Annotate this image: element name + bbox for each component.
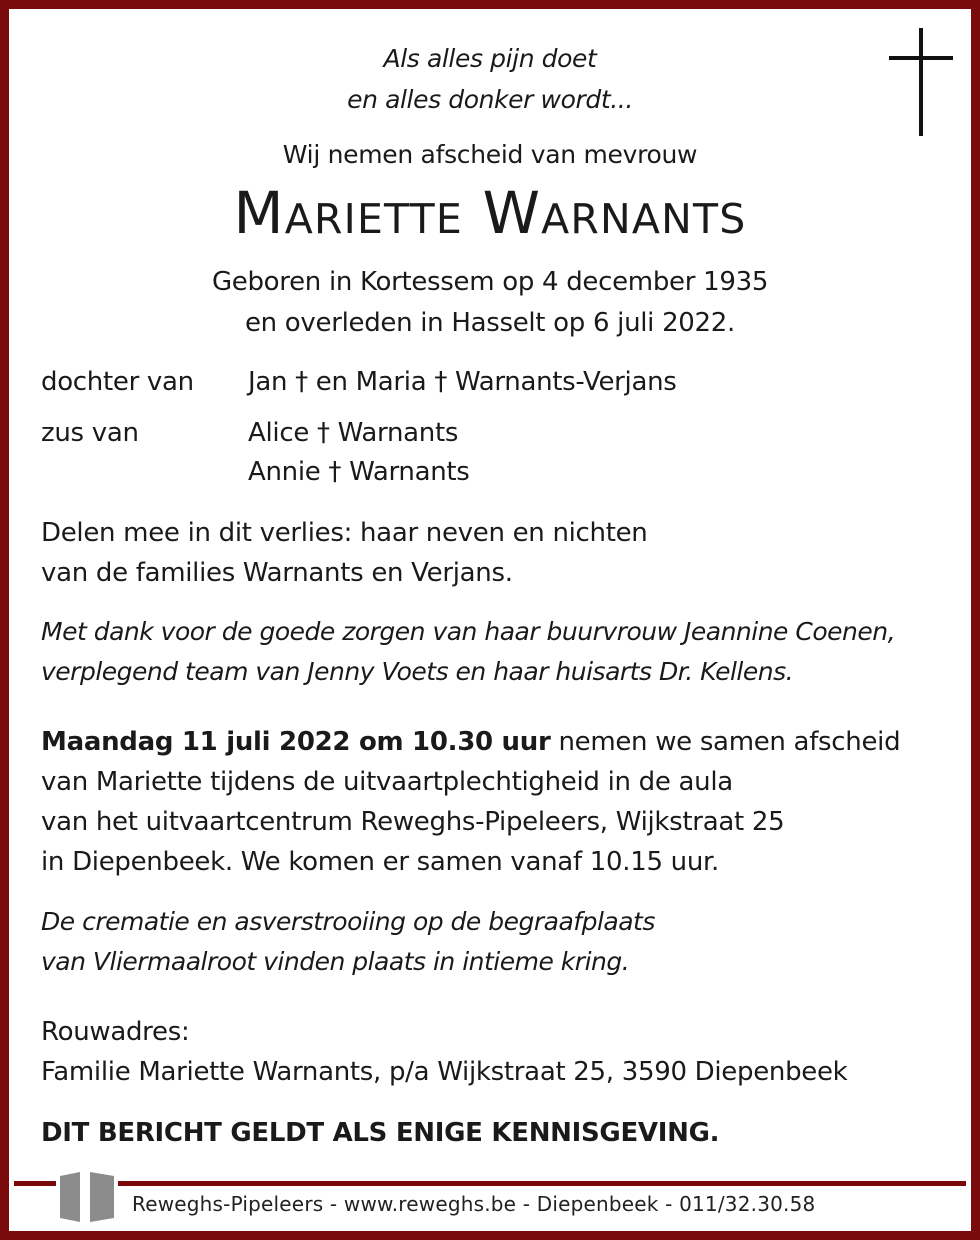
ceremony-datetime: Maandag 11 juli 2022 om 10.30 uur [41,727,551,757]
birth-line: Geboren in Kortessem op 4 december 1935 [211,267,769,297]
share-paragraph [41,513,941,593]
death-line: en overleden in Hasselt op 6 juli 2022. [244,308,736,338]
motto [0,38,980,120]
ceremony-line-2: van Mariette tijdens de uitvaartplechtigheid in de aula [41,767,733,797]
footer-contact: Reweghs-Pipeleers - www.reweghs.be - Diepenbeek - 011/32.30.58 [132,1192,816,1216]
share-line-1: Delen mee in dit verlies: haar neven en nichten [41,518,648,548]
relation-value: Annie † Warnants [248,457,470,487]
relation-value: Jan † en Maria † Warnants-Verjans [248,367,677,397]
relation-label: zus van [41,418,139,448]
address-value: Familie Mariette Warnants, p/a Wijkstraat 25, 3590 Diepenbeek [41,1057,848,1087]
notice-text: DIT BERICHT GELDT ALS ENIGE KENNISGEVING. [41,1118,720,1148]
relation-value: Alice † Warnants [248,418,459,448]
thanks-line-1: Met dank voor de goede zorgen van haar buurvrouw Jeannine Coenen, [41,617,896,646]
cremation-paragraph [41,902,941,982]
relation-label: dochter van [41,367,194,397]
ceremony-paragraph [41,722,941,882]
intro-text: Wij nemen afscheid van mevrouw [282,140,698,169]
birth-death-dates [0,262,980,344]
share-line-2: van de families Warnants en Verjans. [41,558,513,588]
ceremony-line-1 [41,722,941,762]
deceased-name: Mariette Warnants [233,179,747,247]
thanks-paragraph [41,612,941,692]
ceremony-line-4: in Diepenbeek. We komen er samen vanaf 10.15 uur. [41,847,719,877]
thanks-line-2: verplegend team van Jenny Voets en haar huisarts Dr. Kellens. [41,657,794,686]
cremation-line-1: De crematie en asverstrooiing op de begraafplaats [41,907,655,936]
ceremony-line-3: van het uitvaartcentrum Reweghs-Pipeleers, Wijkstraat 25 [41,807,785,837]
funeral-home-logo-icon [56,1168,118,1224]
cremation-line-2: van Vliermaalroot vinden plaats in intieme kring. [41,947,630,976]
address-label: Rouwadres: [41,1017,190,1047]
address-paragraph [41,1012,941,1092]
ceremony-line-1-rest: nemen we samen afscheid [550,727,901,757]
footer-divider [14,1181,966,1186]
motto-line-1: Als alles pijn doet [383,44,597,73]
motto-line-2: en alles donker wordt... [347,85,633,114]
